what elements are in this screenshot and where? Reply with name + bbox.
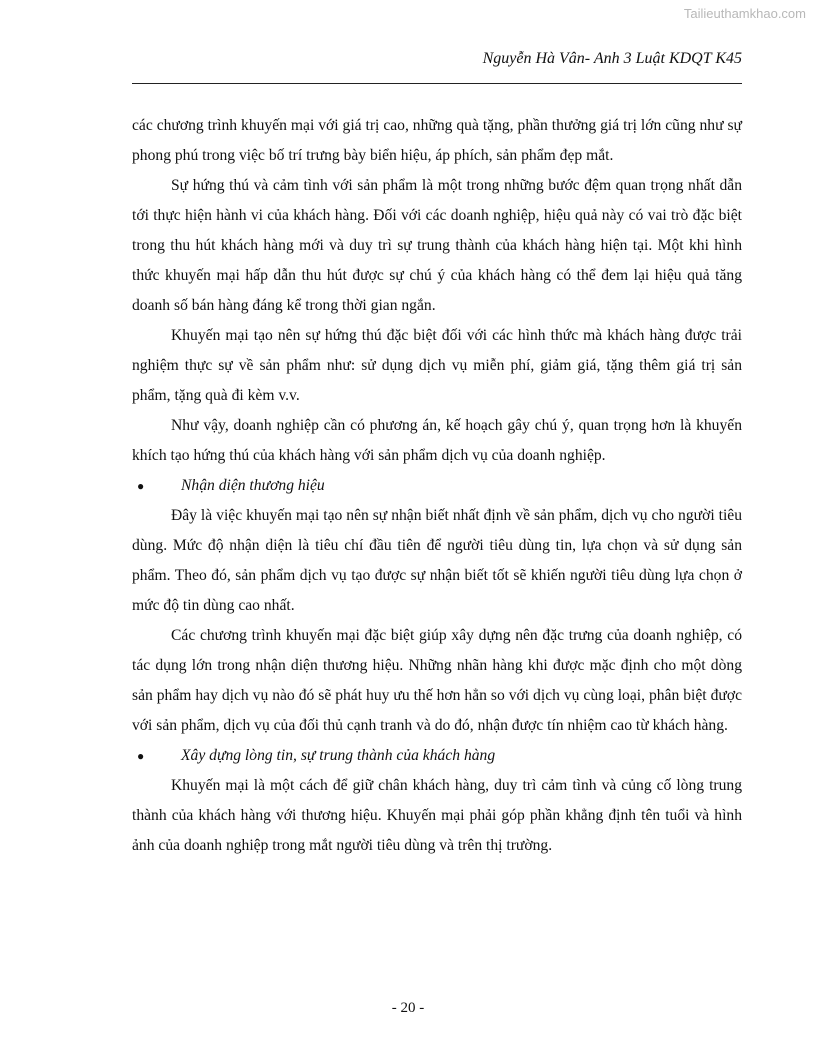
paragraph-7: Khuyến mại là một cách để giữ chân khách hàng, duy trì cảm tình và củng cố lòng trung thành của khách hàng với thương hiệu. Khuyến mại phải góp phần khẳng định tên tuổi và hình ảnh của doanh nghiệp trong mắt người tiêu dùng và trên thị trường.: [132, 777, 742, 854]
document-body: [132, 111, 742, 861]
bullet-heading-customer-loyalty: [132, 741, 742, 771]
paragraph-4: Như vậy, doanh nghiệp cần có phương án, kế hoạch gây chú ý, quan trọng hơn là khuyến khích tạo hứng thú của khách hàng với sản phẩm dịch vụ của doanh nghiệp.: [132, 417, 742, 464]
paragraph-3: Khuyến mại tạo nên sự hứng thú đặc biệt đối với các hình thức mà khách hàng được trải nghiệm thực sự về sản phẩm như: sử dụng dịch vụ miễn phí, giảm giá, tặng thêm giá trị sản phẩm, tặng quà đi kèm v.v.: [132, 327, 742, 404]
bullet-heading-brand-recognition: [132, 471, 742, 501]
bullet-heading-text: Xây dựng lòng tin, sự trung thành của khách hàng: [181, 747, 496, 764]
paragraph-6: Các chương trình khuyến mại đặc biệt giúp xây dựng nên đặc trưng của doanh nghiệp, có tác dụng lớn trong nhận diện thương hiệu. Những nhãn hàng khi được mặc định cho một dòng sản phẩm hay dịch vụ nào đó sẽ phát huy ưu thế hơn hẳn so với dịch vụ cùng loại, phân biệt được với sản phẩm, dịch vụ của đối thủ cạnh tranh và do đó, nhận được tín nhiệm cao từ khách hàng.: [132, 627, 742, 734]
watermark-text: Tailieuthamkhao.com: [683, 6, 806, 21]
bullet-dot-icon: ●: [137, 749, 145, 763]
paragraph-1: các chương trình khuyến mại với giá trị cao, những quà tặng, phần thưởng giá trị lớn cũng như sự phong phú trong việc bố trí trưng bày biển hiệu, áp phích, sản phẩm đẹp mắt.: [132, 117, 742, 164]
paragraph-5: Đây là việc khuyến mại tạo nên sự nhận biết nhất định về sản phẩm, dịch vụ cho người tiêu dùng. Mức độ nhận diện là tiêu chí đầu tiên để người tiêu dùng tin, lựa chọn và sử dụng sản phẩm. Theo đó, sản phẩm dịch vụ tạo được sự nhận biết tốt sẽ khiến người tiêu dùng lựa chọn ở mức độ tin dùng cao nhất.: [132, 507, 742, 614]
header-rule: [132, 83, 742, 84]
paragraph-2: Sự hứng thú và cảm tình với sản phẩm là một trong những bước đệm quan trọng nhất dẫn tới thực hiện hành vi của khách hàng. Đối với các doanh nghiệp, hiệu quả này có vai trò đặc biệt trong thu hút khách hàng mới và duy trì sự trung thành của khách hàng hiện tại. Một khi hình thức khuyến mại hấp dẫn thu hút được sự chú ý của khách hàng có thể đem lại hiệu quả tăng doanh số bán hàng đáng kể trong thời gian ngắn.: [132, 177, 742, 314]
bullet-dot-icon: ●: [137, 479, 145, 493]
page-number: - 20 -: [391, 1000, 425, 1016]
bullet-heading-text: Nhận diện thương hiệu: [181, 477, 325, 494]
page-header-author: Nguyễn Hà Vân- Anh 3 Luật KDQT K45: [482, 50, 742, 67]
